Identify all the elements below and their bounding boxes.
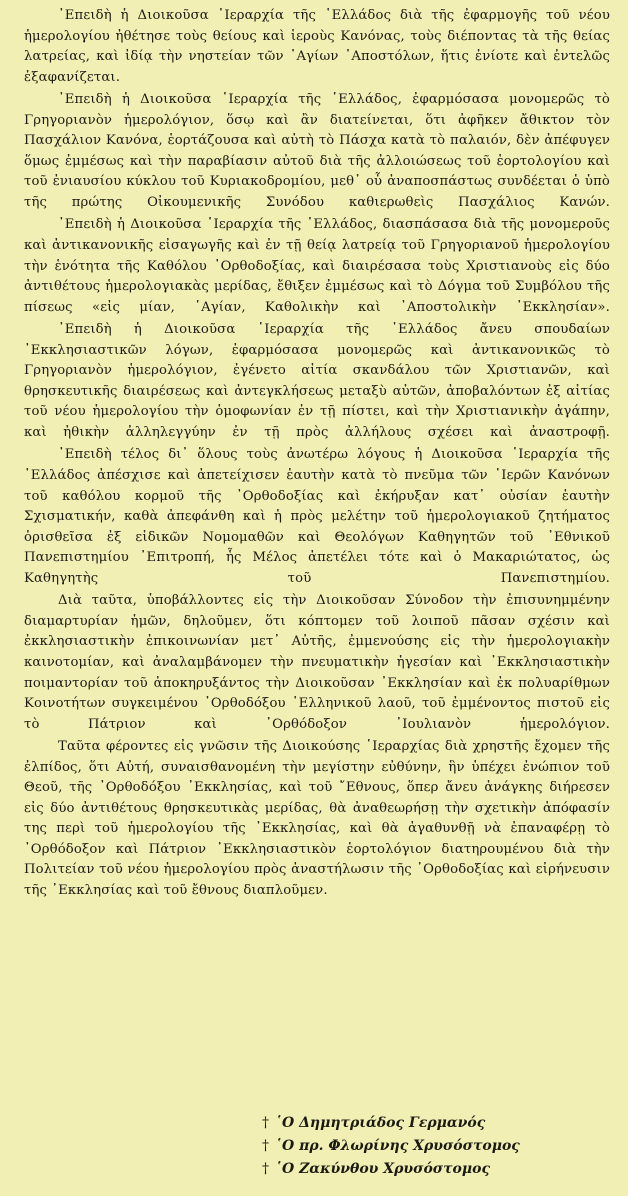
signature-name: ῾Ο Δημητριάδος Γερμανός [275,1115,486,1131]
signature-2 [262,1135,520,1158]
cross-icon: † [262,1115,269,1131]
signature-name: ῾Ο Ζακύνθου Χρυσόστομος [275,1161,490,1177]
cross-icon: † [262,1138,269,1154]
signature-block [262,1112,520,1181]
paragraph-5: ᾿Επειδὴ τέλος δι᾿ ὅλους τοὺς ἀνωτέρω λόγους ἡ Διοικοῦσα ῾Ιεραρχία τῆς ῾Ελλάδος ἀπέσχισε καὶ ἀπετείχισεν ἑαυτὴν κατὰ τὸ πνεῦμα τῶν ῾Ιερῶν Κανόνων τοῦ καθόλου κορμοῦ τῆς ᾿Ορθοδοξίας καὶ ἐκήρυξαν κατ᾿ οὐσίαν ἑαυτὴν Σχισματικήν, καθὰ ἀπεφάνθη καὶ ἡ πρὸς μελέτην τοῦ ἡμερολογιακοῦ ζητήματος ὁρισθεῖσα ἐξ εἰδικῶν Νομομαθῶν καὶ Θεολόγων Καθηγητῶν τοῦ ᾿Εθνικοῦ Πανεπιστημίου ᾿Επιτροπή, ἧς Μέλος ἀπετέλει τότε καὶ ὁ Μακαριώτατος, ὡς Καθηγητὴς τοῦ Πανεπιστημίου. [24,447,610,586]
paragraph-1: ᾿Επειδὴ ἡ Διοικοῦσα ῾Ιεραρχία τῆς ῾Ελλάδος διὰ τῆς ἐφαρμογῆς τοῦ νέου ἡμερολογίου ἠθέτησε τοὺς θείους καὶ ἱεροὺς Κανόνας, τοὺς διέποντας τὰ τῆς θείας λατρείας, καὶ ἰδίᾳ τὴν νηστείαν τῶν ῾Αγίων ᾿Αποστόλων, ἥτις ἐνίοτε καὶ ἐντελῶς ἐξαφανίζεται. [24,8,610,85]
paragraph-6: Διὰ ταῦτα, ὑποβάλλοντες εἰς τὴν Διοικοῦσαν Σύνοδον τὴν ἐπισυνημμένην διαμαρτυρίαν ἡμῶν, δηλοῦμεν, ὅτι κόπτομεν τοῦ λοιποῦ πᾶσαν σχέσιν καὶ ἐκκλησιαστικὴν ἐπικοινωνίαν μετ᾿ Αὐτῆς, ἐμμενούσης εἰς τὴν ἡμερολογιακὴν καινοτομίαν, καὶ ἀναλαμβάνομεν τὴν πνευματικὴν ἡγεσίαν καὶ ᾿Εκκλησιαστικὴν ποιμαντορίαν τοῦ ἀποκηρυξάντος τὴν Διοικοῦσαν ᾿Εκκλησίαν καὶ ἐκ πολυαρίθμων Κοινοτήτων συγκειμένου ᾿Ορθοδόξου ῾Ελληνικοῦ λαοῦ, τοῦ ἐμμένοντος πιστοῦ εἰς τὸ Πάτριον καὶ ᾿Ορθόδοξον ᾿Ιουλιανὸν ἡμερολόγιον. [24,593,610,732]
paragraph-7: Ταῦτα φέροντες εἰς γνῶσιν τῆς Διοικούσης ῾Ιεραρχίας διὰ χρηστῆς ἔχομεν τῆς ἐλπίδος, ὅτι Αὐτή, συναισθανομένη τὴν μεγίστην εὐθύνην, ἣν ὑπέχει ἐνώπιον τοῦ Θεοῦ, τῆς ᾿Ορθοδόξου ᾿Εκκλησίας, καὶ τοῦ ῎Εθνους, ὅπερ ἄνευ ἀνάγκης διήρεσεν εἰς δύο ἀντιθέτους θρησκευτικὰς μερίδας, θὰ ἀναθεωρήσῃ τὴν σχετικὴν ἀπόφασίν της περὶ τοῦ ἡμερολογίου τῆς ᾿Εκκλησίας, καὶ θὰ ἀγαθυνθῇ νὰ ἐπαναφέρῃ τὸ ᾿Ορθόδοξον καὶ Πάτριον ᾿Εκκλησιαστικὸν ἑορτολόγιον διατηρουμένου διὰ τὴν Πολιτείαν τοῦ νέου ἡμερολογίου πρὸς ἀναστήλωσιν τῆς ᾿Ορθοδοξίας καὶ εἰρήνευσιν τῆς ᾿Εκκλησίας καὶ τοῦ ἔθνους διαπλοῦμεν. [24,739,610,898]
paragraph-2: ᾿Επειδὴ ἡ Διοικοῦσα ῾Ιεραρχία τῆς ῾Ελλάδος, ἐφαρμόσασα μονομερῶς τὸ Γρηγοριανὸν ἡμερολόγιον, ὅσῳ καὶ ἂν διατείνεται, ὅτι ἀφῆκεν ἄθικτον τὸν Πασχάλιον Κανόνα, ἑορτάζουσα καὶ αὐτὴ τὸ Πάσχα κατὰ τὸ παλαιόν, δὲν ἀπέφυγεν ὅμως ἐμμέσως καὶ τὴν παραβίασιν αὐτοῦ διὰ τῆς ἀλλοιώσεως τοῦ ἑορτολογίου καὶ τοῦ ἐνιαυσίου κύκλου τοῦ Κυριακοδρομίου, μεθ᾿ οὗ ἀναποσπάστως συνδέεται ὁ ὑπὸ τῆς πρώτης Οἰκουμενικῆς Συνόδου καθιερωθεὶς Πασχάλιος Κανών. [24,92,610,210]
paragraph-3: ᾿Επειδὴ ἡ Διοικοῦσα ῾Ιεραρχία τῆς ῾Ελλάδος, διασπάσασα διὰ τῆς μονομεροῦς καὶ ἀντικανονικῆς εἰσαγωγῆς καὶ ἐν τῇ θείᾳ λατρείᾳ τοῦ Γρηγοριανοῦ ἡμερολογίου τὴν ἑνότητα τῆς Καθόλου ᾿Ορθοδοξίας, καὶ διαιρέσασα τοὺς Χριστιανοὺς εἰς δύο ἀντιθέτους ἡμερολογιακὰς μερίδας, ἔθιξεν ἐμμέσως καὶ τὸ Δόγμα τοῦ Συμβόλου τῆς πίσεως «εἰς μίαν, ῾Αγίαν, Καθολικὴν καὶ ᾿Αποστολικὴν ᾿Εκκλησίαν». [24,217,610,315]
signature-name: ῾Ο πρ. Φλωρίνης Χρυσόστομος [275,1138,520,1154]
signature-1 [262,1112,520,1135]
cross-icon: † [262,1161,269,1177]
paragraph-4: ᾿Επειδὴ ἡ Διοικοῦσα ῾Ιεραρχία τῆς ῾Ελλάδος ἄνευ σπουδαίων ᾿Εκκλησιαστικῶν λόγων, ἐφαρμόσασα μονομερῶς καὶ ἀντικανονικῶς τὸ Γρηγοριανὸν ἡμερολόγιον, ἐγένετο αἰτία σκανδάλου τῶν Χριστιανῶν, καὶ θρησκευτικῆς διαιρέσεως καὶ ἀντεγκλήσεως μεταξὺ αὐτῶν, ἀποβαλόντων ἐξ αἰτίας τοῦ νέου ἡμερολογίου τὴν ὁμοφωνίαν ἐν τῇ πίστει, καὶ τὴν Χριστιανικὴν ἀγάπην, καὶ ἠθικὴν ἀλληλεγγύην ἐν τῇ πρὸς ἀλλήλους σχέσει καὶ ἀναστροφῇ. [24,322,610,440]
signature-3 [262,1158,520,1181]
